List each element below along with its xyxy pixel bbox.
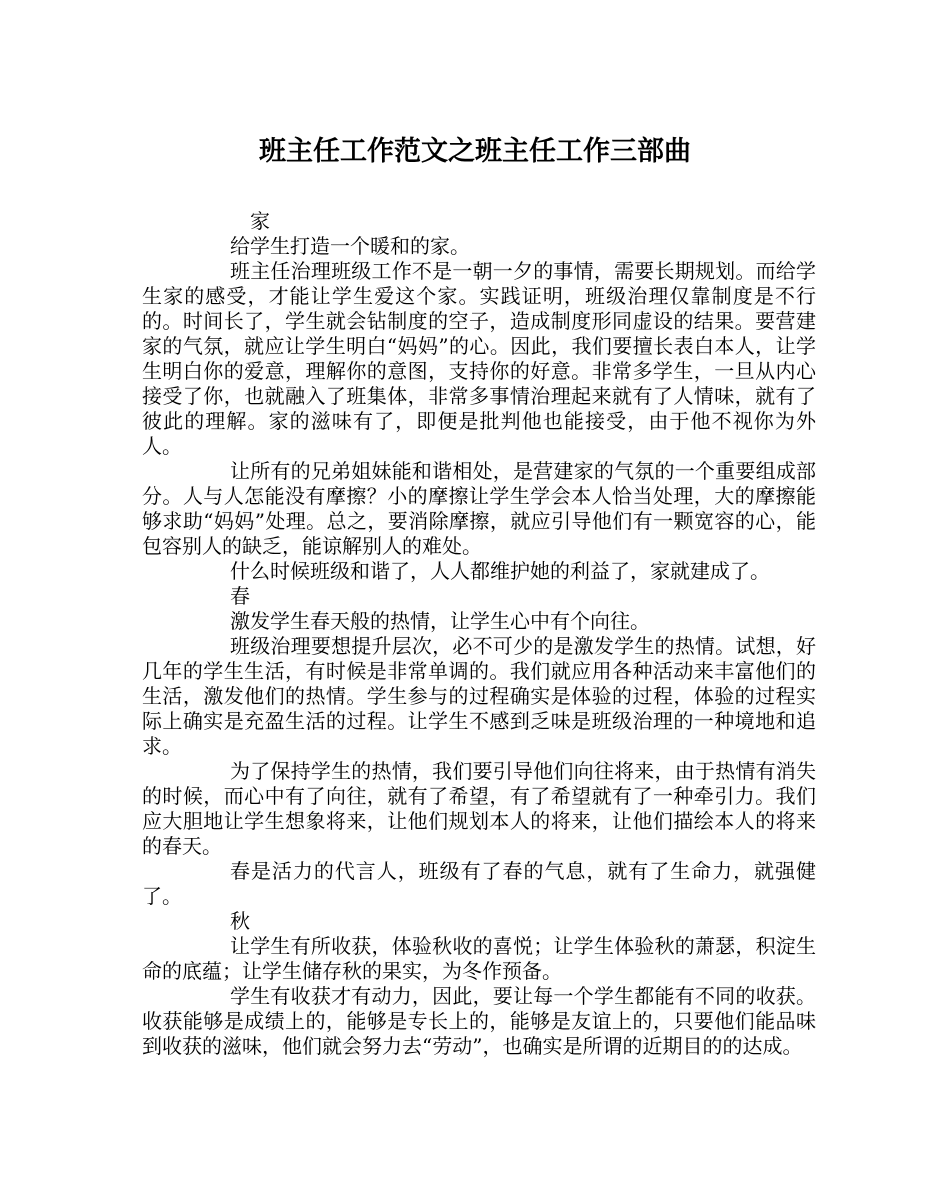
section-subtitle-autumn: 让学生有所收获，体验秋收的喜悦；让学生体验秋的萧瑟，积淀生命的底蕴；让学生储存秋的果实，为冬作预备。: [142, 934, 816, 983]
paragraph: 学生有收获才有动力，因此，要让每一个学生都能有不同的收获。收获能够是成绩上的，能够是专长上的，能够是友谊上的，只要他们能品味到收获的滋味，他们就会努力去“劳动”，也确实是所谓的近期目的的达成。: [142, 984, 816, 1058]
paragraph: 让所有的兄弟姐妹能和谐相处，是营建家的气氛的一个重要组成部分。人与人怎能没有摩擦？小的摩擦让学生学会本人恰当处理，大的摩擦能够求助“妈妈”处理。总之，要消除摩擦，就应引导他们有一颗宽容的心，能包容别人的缺乏，能谅解别人的难处。: [142, 459, 816, 558]
section-heading-autumn: 秋: [230, 909, 250, 933]
document-title: 班主任工作范文之班主任工作三部曲: [259, 136, 691, 167]
section-heading-spring: 春: [230, 584, 250, 608]
paragraph: 为了保持学生的热情，我们要引导他们向往将来，由于热情有消失的时候，而心中有了向往，就有了希望，有了希望就有了一种牵引力。我们应大胆地让学生想象将来，让他们规划本人的将来，让他们描绘本人的将来的春天。: [142, 759, 816, 858]
section-subtitle-home: 给学生打造一个暖和的家。: [230, 234, 470, 258]
paragraph: 班级治理要想提升层次，必不可少的是激发学生的热情。试想，好几年的学生生活，有时候是非常单调的。我们就应用各种活动来丰富他们的生活，激发他们的热情。学生参与的过程确实是体验的过程，体验的过程实际上确实是充盈生活的过程。让学生不感到乏味是班级治理的一种境地和追求。: [142, 634, 816, 758]
paragraph: 什么时候班级和谐了，人人都维护她的利益了，家就建成了。: [230, 559, 770, 583]
section-heading-home: 家: [250, 209, 270, 233]
document-body: [142, 209, 816, 1059]
paragraph: 班主任治理班级工作不是一朝一夕的事情，需要长期规划。而给学生家的感受，才能让学生爱这个家。实践证明，班级治理仅靠制度是不行的。时间长了，学生就会钻制度的空子，造成制度形同虚设的结果。要营建家的气氛，就应让学生明白“妈妈”的心。因此，我们要擅长表白本人，让学生明白你的爱意，理解你的意图，支持你的好意。非常多学生，一旦从内心接受了你，也就融入了班集体，非常多事情治理起来就有了人情味，就有了彼此的理解。家的滋味有了，即便是批判他也能接受，由于他不视你为外人。: [142, 259, 816, 458]
paragraph: 春是活力的代言人，班级有了春的气息，就有了生命力，就强健了。: [142, 859, 816, 908]
section-subtitle-spring: 激发学生春天般的热情，让学生心中有个向往。: [230, 609, 650, 633]
